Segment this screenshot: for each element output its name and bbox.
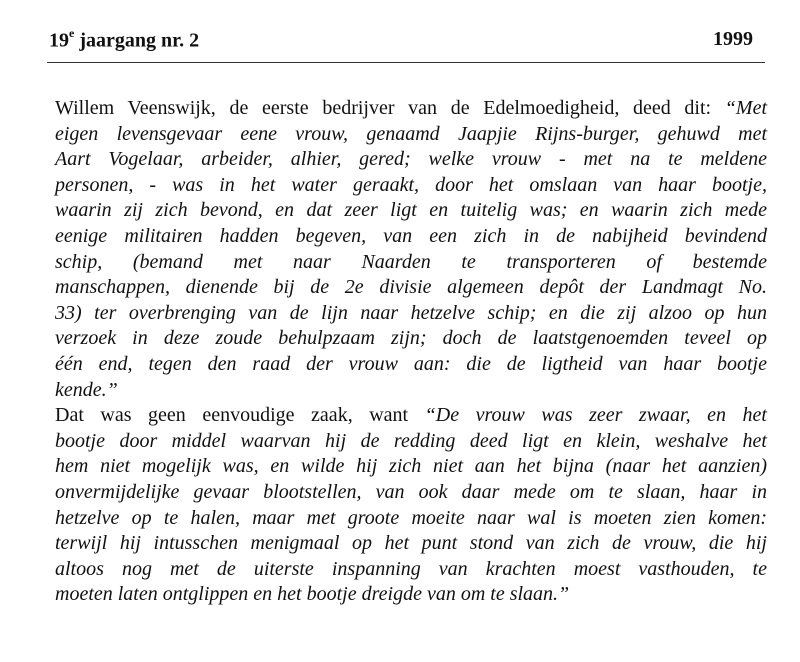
text-line: verzoek in deze zoude behulpzaam zijn; doch de laatstgenoemden teveel op <box>55 327 767 350</box>
text-line: Aart Vogelaar, arbeider, alhier, gered; welke vrouw - met na te meldene <box>55 148 767 171</box>
issue-year: 1999 <box>713 28 753 50</box>
text-line: kende.” <box>55 378 118 401</box>
volume-suffix: e <box>69 26 75 40</box>
text-line: hem niet mogelijk was, en wilde hij zich niet aan het bijna (naar het aanzien) <box>55 455 767 478</box>
text-line: manschappen, dienende bij de 2e divisie algemeen depôt der Landmagt No. <box>55 276 767 299</box>
text-line: moeten laten ontglippen en het bootje dreigde van om te slaan.” <box>55 583 570 606</box>
text-italic: “Met <box>724 97 767 119</box>
page-header <box>47 28 765 54</box>
text-line: terwijl hij intusschen menigmaal op het punt stond van zich de vrouw, die hij <box>55 532 767 555</box>
text-line <box>55 96 767 122</box>
article-body <box>55 96 767 608</box>
text-line: eenige militairen hadden begeven, van een zich in de nabijheid bevindend <box>55 224 767 247</box>
text-line: hetzelve op te halen, maar met groote moeite naar wal is moeten zien komen: <box>55 506 767 529</box>
header-divider <box>47 62 765 63</box>
volume-rest: jaargang nr. 2 <box>74 29 200 52</box>
text-line: één end, tegen den raad der vrouw aan: die de ligtheid van haar bootje <box>55 352 767 375</box>
text-roman: Dat was geen eenvoudige zaak, want <box>55 404 425 427</box>
paragraph-1 <box>55 96 767 403</box>
text-line: 33) ter overbrenging van de lijn naar hetzelve schip; en die zij alzoo op hun <box>55 301 767 324</box>
text-line <box>55 403 767 429</box>
text-roman: Willem Veenswijk, de eerste bedrijver van de Edelmoedigheid, deed dit: <box>55 97 725 119</box>
text-line: bootje door middel waarvan hij de redding deed ligt en klein, weshalve het <box>55 429 767 452</box>
text-italic: “De vrouw was zeer zwaar, en het <box>424 404 767 427</box>
issue-label <box>49 28 199 53</box>
text-line: waarin zij zich bevond, en dat zeer ligt en tuitelig was; en waarin zich mede <box>55 199 767 222</box>
text-line: eigen levensgevaar eene vrouw, genaamd Jaapjie Rijns-burger, gehuwd met <box>55 122 767 145</box>
text-line: altoos nog met de uiterste inspanning van krachten moest vasthouden, te <box>55 557 767 580</box>
paragraph-2 <box>55 403 767 608</box>
text-line: personen, - was in het water geraakt, door het omslaan van haar bootje, <box>55 173 767 196</box>
text-line: schip, (bemand met naar Naarden te transporteren of bestemde <box>55 250 767 273</box>
volume-number: 19 <box>49 29 69 52</box>
text-line: onvermijdelijke gevaar blootstellen, van ook daar mede om te slaan, haar in <box>55 480 767 503</box>
